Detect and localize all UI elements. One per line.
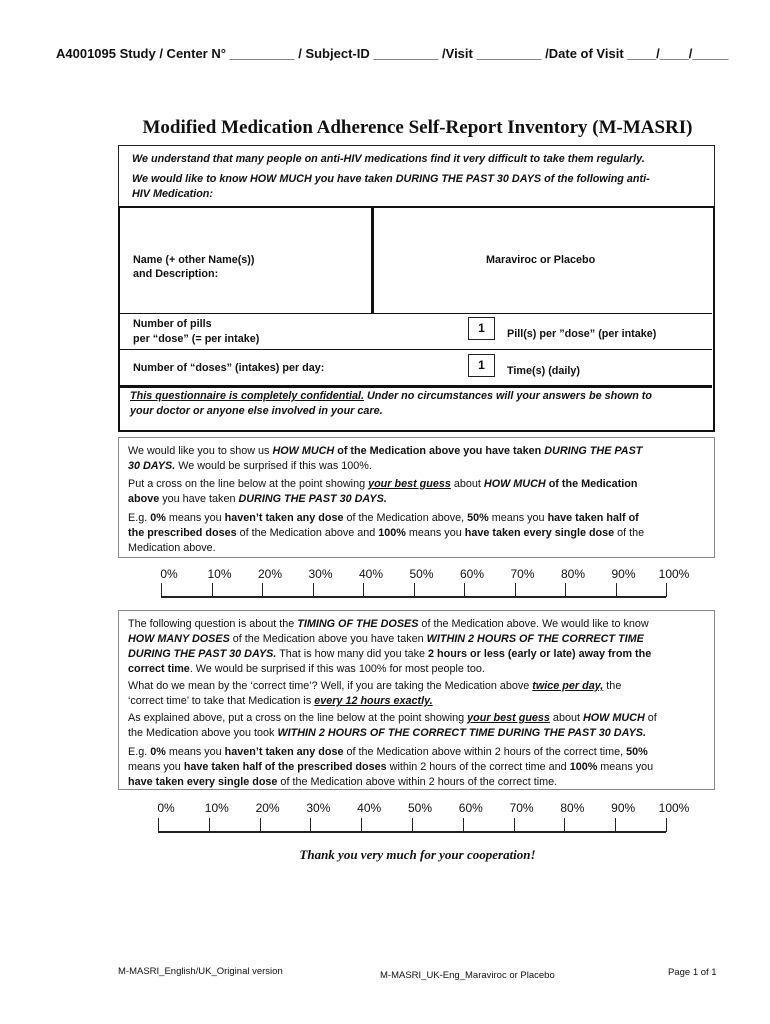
confidential-line-2: your doctor or anyone else involved in your care. — [130, 405, 383, 417]
name-label-1: Name (+ other Name(s)) — [133, 254, 255, 266]
scale2-label: 30% — [306, 801, 331, 815]
scale1-tick — [363, 583, 364, 597]
medication-table — [118, 206, 715, 432]
scale2-tick — [615, 818, 616, 832]
intro-line-2a: We would like to know HOW MUCH you have taken DURING THE PAST 30 DAYS of the following anti- — [132, 173, 650, 185]
scale2-tick — [209, 818, 210, 832]
footer-left: M-MASRI_English/UK_Original version — [118, 966, 283, 977]
scale1-tick — [414, 583, 415, 597]
scale2-tick — [158, 818, 159, 832]
scale2-label: 20% — [255, 801, 280, 815]
pills-label-2: per “dose” (= per intake) — [133, 333, 260, 345]
doses-unit-label: Time(s) (daily) — [507, 365, 580, 377]
pills-per-dose-box[interactable]: 1 — [468, 317, 495, 340]
scale2-tick — [361, 818, 362, 832]
adherence-scale-1[interactable] — [0, 564, 770, 604]
q1-para-1: We would like you to show us HOW MUCH of the Medication above you have taken DURING THE PAST 30 DAYS. We would be surprised if this was 100%. — [128, 445, 643, 472]
scale1-label: 20% — [257, 567, 283, 581]
doses-per-day-box[interactable]: 1 — [468, 354, 495, 377]
scale2-label: 90% — [611, 801, 636, 815]
page-title: Modified Medication Adherence Self-Report Inventory (M-MASRI) — [142, 117, 693, 138]
scale1-label: 60% — [459, 567, 485, 581]
question2-box — [118, 610, 715, 790]
footer-right: Page 1 of 1 — [668, 967, 717, 978]
scale1-tick — [212, 583, 213, 597]
scale2-label: 0% — [157, 801, 175, 815]
medication-name-value: Maraviroc or Placebo — [486, 254, 596, 266]
confidential-line-1 — [130, 389, 652, 404]
timing-scale-2[interactable] — [0, 798, 770, 838]
scale2-label: 60% — [458, 801, 483, 815]
scale2-tick — [260, 818, 261, 832]
q2-para-3: As explained above, put a cross on the line below at the point showing your best guess about HOW MUCH of the Medication above you took WITHIN 2 HOURS OF THE CORRECT TIME DURING THE PAST 30 DAYS. — [128, 712, 657, 739]
scale2-label: 80% — [560, 801, 585, 815]
table-divider-row1 — [120, 313, 712, 314]
study-header: A4001095 Study / Center N° _________ / Subject-ID _________ /Visit _________ /Date of Visit ____/____/_____ — [56, 46, 729, 61]
scale2-tick — [412, 818, 413, 832]
scale2-tick — [463, 818, 464, 832]
scale1-label: 80% — [560, 567, 586, 581]
scale1-tick — [313, 583, 314, 597]
scale1-label: 90% — [611, 567, 636, 581]
question1-box — [118, 437, 715, 558]
scale1-tick — [666, 583, 667, 597]
q2-para-4: E.g. 0% means you haven’t taken any dose of the Medication above within 2 hours of the correct time, 50% means you have taken half of the prescribed doses within 2 hours of the correct time and 100% means you have taken every single dose of the Medication above within 2 hours of the correct time. — [128, 746, 654, 788]
scale1-tick — [161, 583, 162, 597]
scale1-tick — [515, 583, 516, 597]
table-divider-vertical — [371, 208, 374, 314]
footer-center: M-MASRI_UK-Eng_Maraviroc or Placebo — [380, 970, 555, 981]
scale1-label: 30% — [308, 567, 333, 581]
scale2-tick — [564, 818, 565, 832]
scale1-label: 100% — [658, 567, 690, 581]
scale1-label: 70% — [510, 567, 535, 581]
table-divider-row2 — [120, 349, 712, 350]
scale2-label: 100% — [658, 801, 690, 815]
thanks-message: Thank you very much for your cooperation! — [299, 847, 536, 862]
scale2-tick — [310, 818, 311, 832]
confidential-rest-1: Under no circumstances will your answers be shown to — [363, 390, 652, 402]
scale1-label: 50% — [409, 567, 434, 581]
pills-unit-label: Pill(s) per ”dose” (per intake) — [507, 328, 657, 340]
table-divider-row3 — [120, 385, 712, 388]
q2-para-1: The following question is about the TIMING OF THE DOSES of the Medication above. We would like to know HOW MANY DOSES of the Medication above you have taken WITHIN 2 HOURS OF THE CORRECT TIME DURING THE PAST 30 DAYS. That is how many did you take 2 hours or less (early or late) away from the correct time. We would be surprised if this was 100% for most people too. — [128, 618, 652, 675]
scale1-tick — [565, 583, 566, 597]
intro-box — [118, 145, 715, 207]
scale2-label: 70% — [509, 801, 534, 815]
intro-line-2b: HIV Medication: — [132, 188, 213, 200]
scale1-label: 40% — [358, 567, 384, 581]
scale1-tick — [464, 583, 465, 597]
scale2-tick — [514, 818, 515, 832]
scale2-label: 50% — [407, 801, 433, 815]
scale1-label: 0% — [160, 567, 178, 581]
name-label-2: and Description: — [133, 268, 219, 280]
q1-para-2: Put a cross on the line below at the point showing your best guess about HOW MUCH of the Medication above you have taken DURING THE PAST 30 DAYS. — [128, 478, 638, 505]
scale2-label: 10% — [204, 801, 229, 815]
medication-block — [118, 145, 715, 432]
scale2-tick — [666, 818, 667, 832]
scale1-label: 10% — [207, 567, 232, 581]
scale2-label: 40% — [357, 801, 382, 815]
doses-per-day-label: Number of “doses” (intakes) per day: — [133, 362, 325, 374]
intro-line-1: We understand that many people on anti-HIV medications find it very difficult to take them regularly. — [132, 153, 645, 165]
q2-para-2: What do we mean by the ‘correct time’? Well, if you are taking the Medication above twice per day, the ‘correct time’ to take that Medication is every 12 hours exactly. — [128, 680, 622, 707]
pills-label-1: Number of pills — [133, 318, 212, 330]
q1-para-3: E.g. 0% means you haven’t taken any dose of the Medication above, 50% means you have taken half of the prescribed doses of the Medication above and 100% means you have taken every single dose of the Medication above. — [128, 512, 645, 554]
confidential-underlined: This questionnaire is completely confidential. — [130, 390, 364, 402]
scale1-tick — [616, 583, 617, 597]
scale1-tick — [262, 583, 263, 597]
